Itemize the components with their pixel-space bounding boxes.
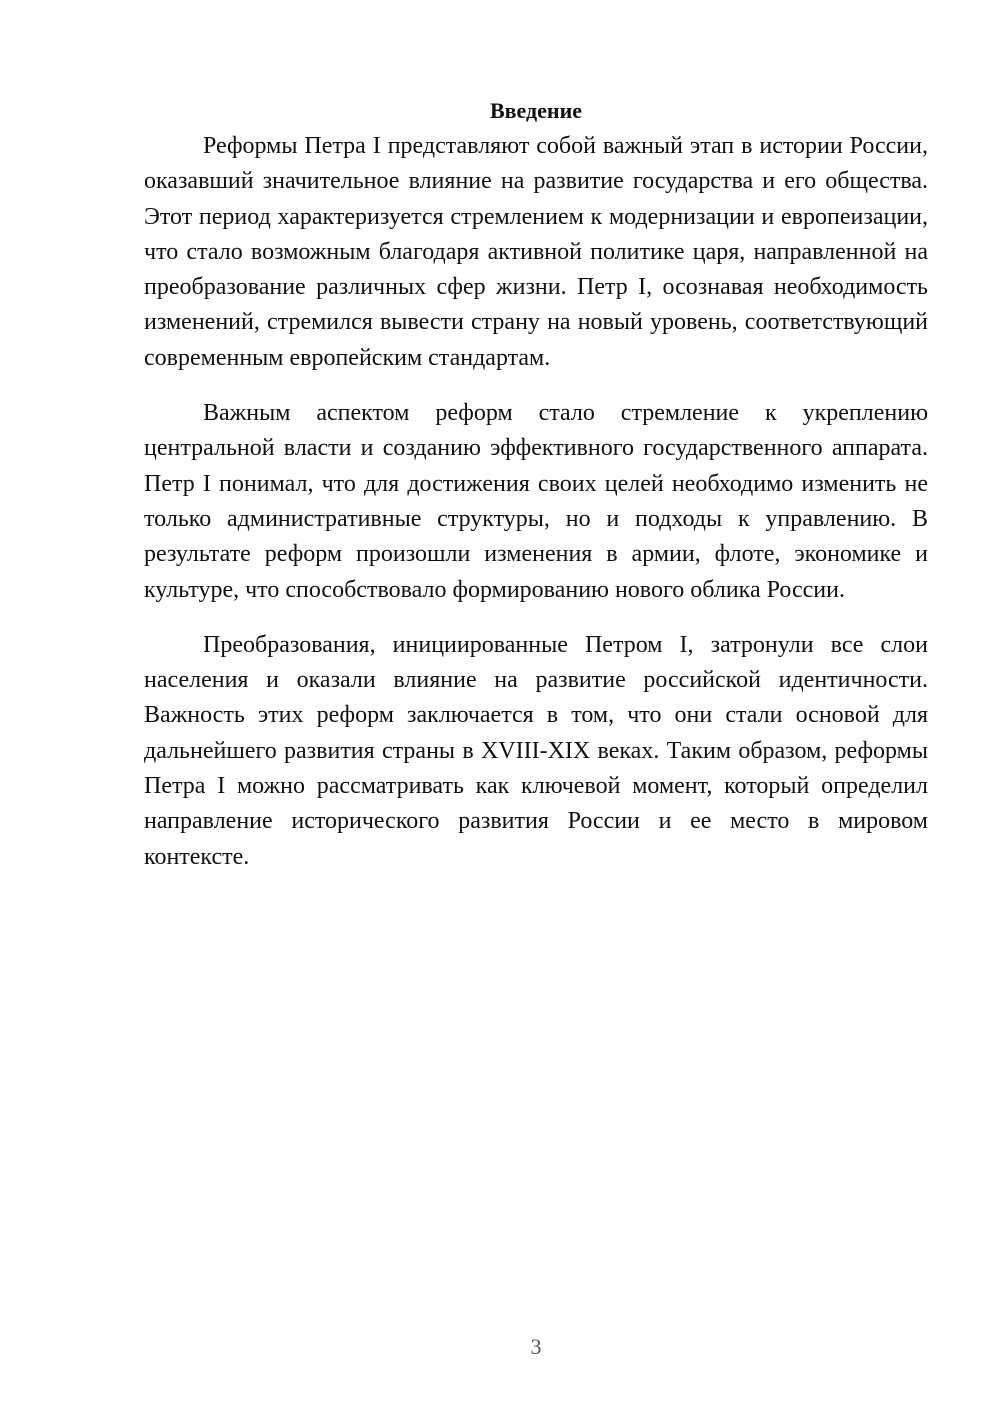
page-number: 3	[530, 1334, 542, 1359]
paragraph-1: Реформы Петра I представляют собой важный этап в истории России, оказавший значительное влияние на развитие государства и его общества. Этот период характеризуется стремлением к модернизации и европеизации, что стало возможным благодаря активной политике царя, направленной на преобразование различных сфер жизни. Петр I, осознавая необходимость изменений, стремился вывести страну на новый уровень, соответствующий современным европейским стандартам.	[144, 133, 928, 371]
page-content	[144, 95, 928, 895]
paragraph-3: Преобразования, инициированные Петром I, затронули все слои населения и оказали влияние на развитие российской идентичности. Важность этих реформ заключается в том, что они стали основой для дальнейшего развития страны в XVIII-XIX веках. Таким образом, реформы Петра I можно рассматривать как ключевой момент, который определил направление исторического развития России и ее место в мировом контексте.	[144, 631, 928, 870]
section-title: Введение	[489, 98, 583, 123]
paragraph-2: Важным аспектом реформ стало стремление к укреплению центральной власти и созданию эффективного государственного аппарата. Петр I понимал, что для достижения своих целей необходимо изменить не только административные структуры, но и подходы к управлению. В результате реформ произошли изменения в армии, флоте, экономике и культуре, что способствовало формированию нового облика России.	[144, 400, 928, 603]
